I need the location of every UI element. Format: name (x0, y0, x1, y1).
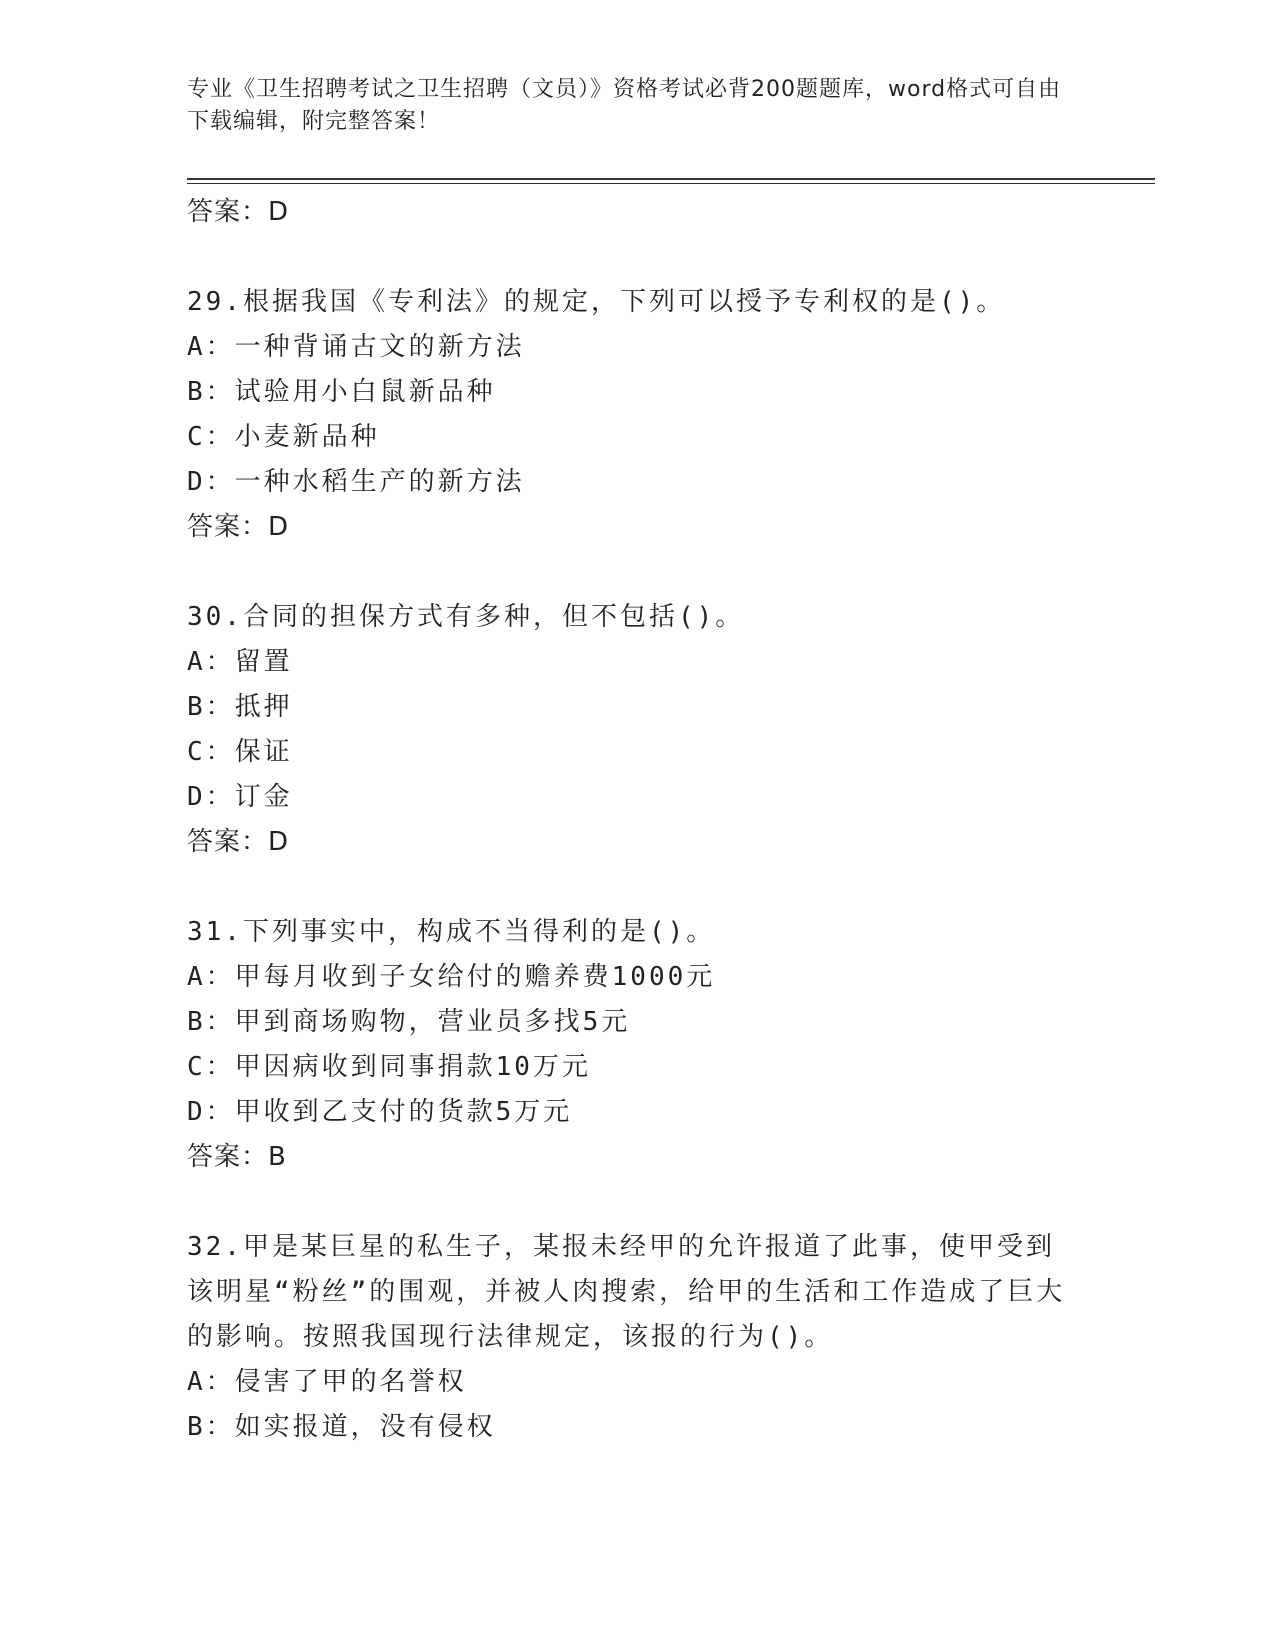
question-block (187, 280, 1087, 550)
question-block (187, 910, 1087, 1180)
option-c: C：小麦新品种 (187, 422, 380, 452)
option-a: A：留置 (187, 647, 293, 677)
answer-line: 答案：D (187, 827, 290, 857)
answer-line: 答案：D (187, 197, 290, 227)
question-block (187, 595, 1087, 865)
option-b: B：如实报道，没有侵权 (187, 1412, 496, 1442)
document-body (187, 190, 1087, 1450)
option-d: D：一种水稻生产的新方法 (187, 467, 525, 497)
spacer (187, 1180, 1087, 1225)
option-b: B：抵押 (187, 692, 293, 722)
spacer (187, 550, 1087, 595)
answer-line: 答案：D (187, 512, 290, 542)
option-a: A：一种背诵古文的新方法 (187, 332, 525, 362)
option-b: B：试验用小白鼠新品种 (187, 377, 496, 407)
spacer (187, 235, 1087, 280)
answer-line: 答案：B (187, 1142, 287, 1172)
option-a: A：侵害了甲的名誉权 (187, 1367, 467, 1397)
question-stem: 31.下列事实中，构成不当得利的是()。 (187, 917, 716, 947)
spacer (187, 865, 1087, 910)
header-rule-thin (187, 183, 1155, 184)
option-a: A：甲每月收到子女给付的赡养费1000元 (187, 962, 716, 992)
question-stem: 30.合同的担保方式有多种，但不包括()。 (187, 602, 745, 632)
question-stem: 29.根据我国《专利法》的规定，下列可以授予专利权的是()。 (187, 287, 1006, 317)
option-b: B：甲到商场购物，营业员多找5元 (187, 1007, 631, 1037)
option-c: C：保证 (187, 737, 293, 767)
document-header: 专业《卫生招聘考试之卫生招聘（文员）》资格考试必背200题题库，word格式可自由下载编辑，附完整答案！ (187, 77, 1062, 134)
option-d: D：甲收到乙支付的货款5万元 (187, 1097, 573, 1127)
option-d: D：订金 (187, 782, 293, 812)
question-stem: 32.甲是某巨星的私生子，某报未经甲的允许报道了此事，使甲受到该明星“粉丝”的围观，并被人肉搜索，给甲的生活和工作造成了巨大的影响。按照我国现行法律规定，该报的行为()。 (187, 1232, 1066, 1352)
option-c: C：甲因病收到同事捐款10万元 (187, 1052, 591, 1082)
question-block (187, 1225, 1087, 1450)
header-rule-thick (187, 178, 1155, 180)
